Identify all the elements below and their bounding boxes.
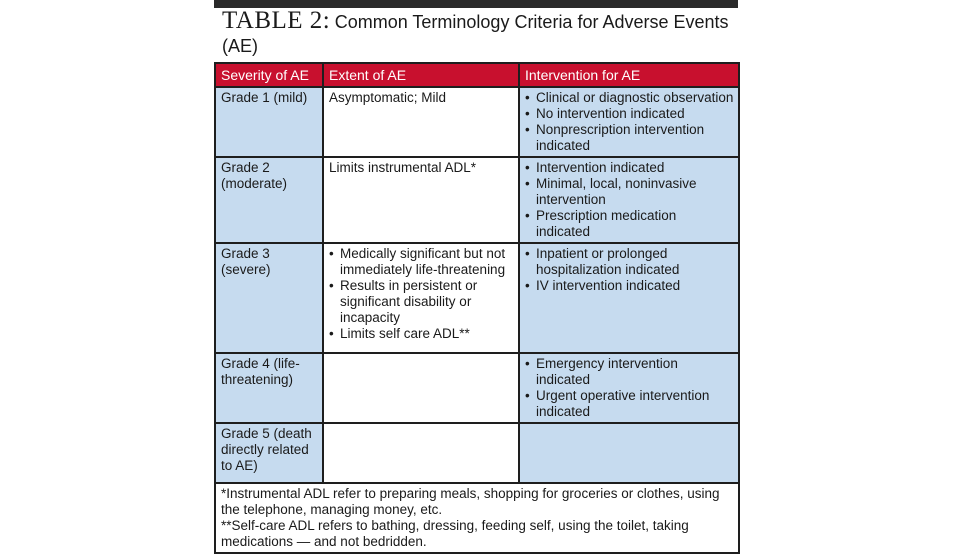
table-panel xyxy=(214,0,738,549)
extent-cell xyxy=(323,243,519,353)
list-item: • Nonprescription intervention indicated xyxy=(525,122,734,154)
table-title-text: Common Terminology Criteria for Adverse Events (AE) xyxy=(222,12,729,56)
list-item: • Limits self care ADL** xyxy=(329,326,514,342)
footnote-instrumental-adl: *Instrumental ADL refer to preparing meals, shopping for groceries or clothes, using the telephone, managing money, etc. xyxy=(221,486,720,517)
intervention-cell xyxy=(519,87,739,157)
table-row xyxy=(215,423,739,483)
intervention-cell xyxy=(519,423,739,483)
severity-cell: Grade 2 (moderate) xyxy=(215,157,323,243)
table-row xyxy=(215,353,739,423)
extent-cell xyxy=(323,423,519,483)
list-item: • Prescription medication indicated xyxy=(525,208,734,240)
list-item: • Minimal, local, noninvasive intervention xyxy=(525,176,734,208)
severity-cell: Grade 3 (severe) xyxy=(215,243,323,353)
intervention-cell xyxy=(519,157,739,243)
footnote-self-care-adl: **Self-care ADL refers to bathing, dressing, feeding self, using the toilet, taking medications — and not bedridden. xyxy=(221,518,689,549)
footnote-row xyxy=(215,483,739,553)
extent-cell: Asymptomatic; Mild xyxy=(323,87,519,157)
table-row xyxy=(215,157,739,243)
intervention-cell xyxy=(519,353,739,423)
table-title xyxy=(222,7,732,59)
list-item: • IV intervention indicated xyxy=(525,278,734,294)
extent-cell xyxy=(323,353,519,423)
header-extent: Extent of AE xyxy=(323,63,519,87)
header-row xyxy=(215,63,739,87)
extent-cell: Limits instrumental ADL* xyxy=(323,157,519,243)
severity-cell: Grade 4 (life-threatening) xyxy=(215,353,323,423)
list-item: • Clinical or diagnostic observation xyxy=(525,90,734,106)
list-item: • Intervention indicated xyxy=(525,160,734,176)
table-title-number: TABLE 2: xyxy=(222,7,331,34)
footnote-cell xyxy=(215,483,739,553)
list-item: • Urgent operative intervention indicated xyxy=(525,388,734,420)
header-severity: Severity of AE xyxy=(215,63,323,87)
list-item: • Inpatient or prolonged hospitalization indicated xyxy=(525,246,734,278)
intervention-cell xyxy=(519,243,739,353)
list-item: • Emergency intervention indicated xyxy=(525,356,734,388)
header-intervention: Intervention for AE xyxy=(519,63,739,87)
ctcae-table xyxy=(214,62,740,554)
severity-cell: Grade 1 (mild) xyxy=(215,87,323,157)
list-item: • No intervention indicated xyxy=(525,106,734,122)
table-row xyxy=(215,243,739,353)
list-item: • Results in persistent or significant disability or incapacity xyxy=(329,278,514,326)
severity-cell: Grade 5 (death directly related to AE) xyxy=(215,423,323,483)
list-item: • Medically significant but not immediately life-threatening xyxy=(329,246,514,278)
table-row xyxy=(215,87,739,157)
